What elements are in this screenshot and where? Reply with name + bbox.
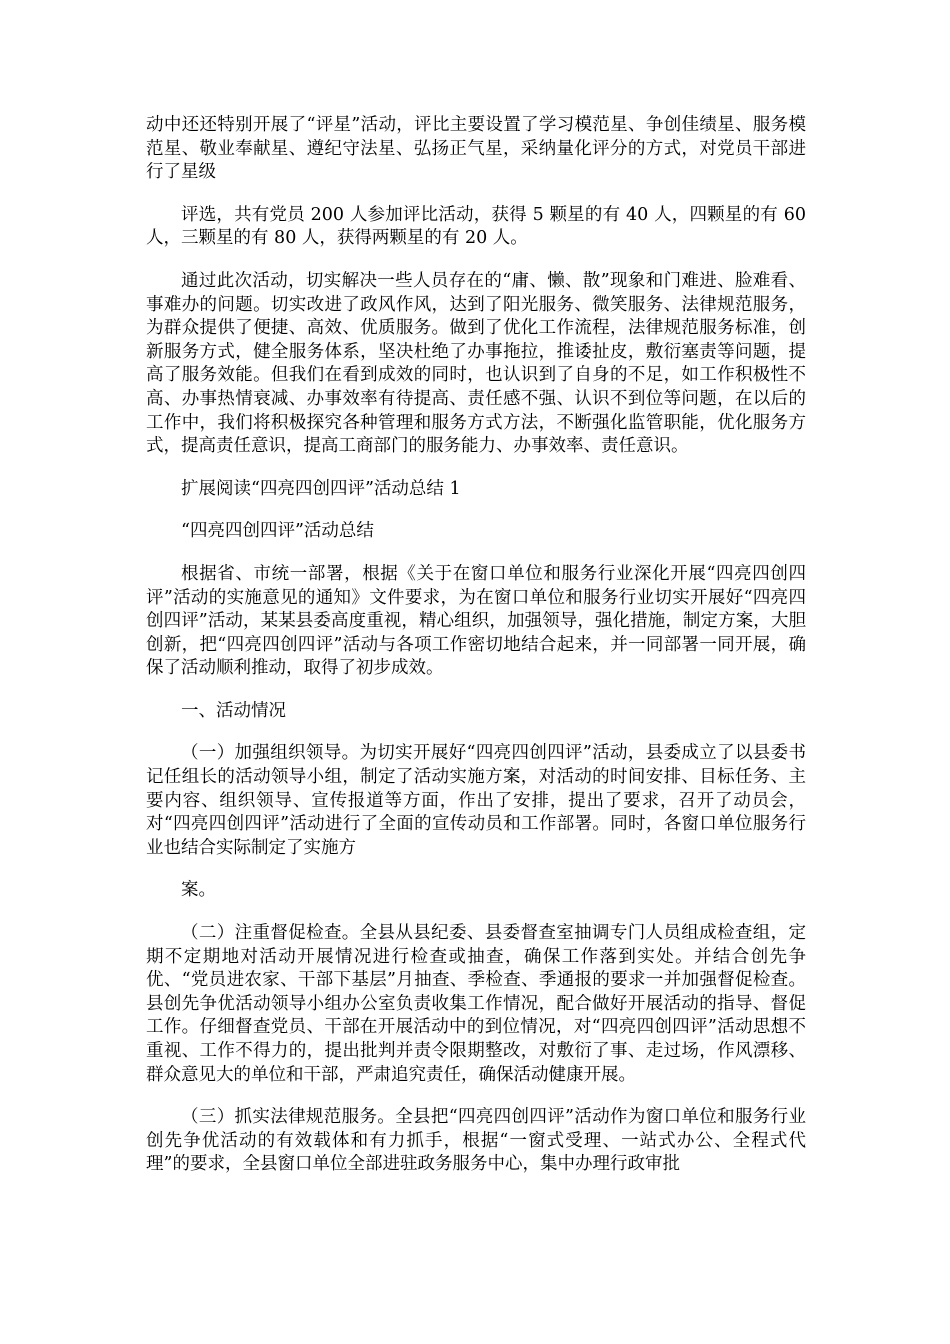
- section-heading-activity-status: 一、活动情况: [181, 700, 286, 721]
- paragraph-star-rating-activity: 动中还还特别开展了“评星”活动，评比主要设置了学习模范星、争创佳绩星、服务模范星、敬业奉献星、遵纪守法星、弘扬正气星，采纳量化评分的方式，对党员干部进行了星级: [146, 115, 806, 183]
- document-body: [146, 114, 806, 1196]
- paragraph-continuation: 案。: [181, 880, 216, 901]
- paragraph-activity-effects: 通过此次活动，切实解决一些人员存在的“庸、懒、散”现象和门难进、脸难看、事难办的问题。切实改进了政风作风，达到了阳光服务、微笑服务、法律规范服务，为群众提供了便捷、高效、优质服务。做到了优化工作流程，法律规范服务标准，创新服务方式，健全服务体系，坚决杜绝了办事拖拉，推诿扯皮，敷衍塞责等问题，提高了服务效能。但我们在看到成效的同时，也认识到了自身的不足，如工作积极性不高、办事热情衰减、办事效率有待提高、责任感不强、认识不到位等问题，在以后的工作中，我们将积极探究各种管理和服务方式方法，不断强化监管职能，优化服务方式，提高责任意识，提高工商部门的服务能力、办事效率、责任意识。: [146, 270, 806, 457]
- paragraph-background: 根据省、市统一部署，根据《关于在窗口单位和服务行业深化开展“四亮四创四评”活动的实施意见的通知》文件要求，为在窗口单位和服务行业切实开展好“四亮四创四评”活动，某某县委高度重视，精心组织，加强领导，强化措施，制定方案，大胆创新，把“四亮四创四评”活动与各项工作密切地结合起来，并一同部署一同开展，确保了活动顺利推动，取得了初步成效。: [146, 563, 806, 679]
- paragraph-organization-leadership: （一）加强组织领导。为切实开展好“四亮四创四评”活动，县委成立了以县委书记任组长的活动领导小组，制定了活动实施方案，对活动的时间安排、目标任务、主要内容、组织领导、宣传报道等方面，作出了安排，提出了要求，召开了动员会，对“四亮四创四评”活动进行了全面的宣传动员和工作部署。同时，各窗口单位服务行业也结合实际制定了实施方: [146, 743, 806, 858]
- paragraph-rating-results: 评选，共有党员 200 人参加评比活动，获得 5 颗星的有 40 人，四颗星的有 60 人，三颗星的有 80 人，获得两颗星的有 20 人。: [146, 204, 806, 249]
- extended-reading-heading: 扩展阅读“四亮四创四评”活动总结 1: [181, 478, 461, 499]
- summary-title: “四亮四创四评”活动总结: [181, 521, 374, 542]
- paragraph-legal-service: （三）抓实法律规范服务。全县把“四亮四创四评”活动作为窗口单位和服务行业创先争优活动的有效载体和有力抓手，根据“一窗式受理、一站式办公、全程式代理”的要求，全县窗口单位全部进驻政务服务中心，集中办理行政审批: [146, 1107, 806, 1175]
- paragraph-supervision-inspection: （二）注重督促检查。全县从县纪委、县委督查室抽调专门人员组成检查组，定期不定期地对活动开展情况进行检查或抽查，确保工作落到实处。并结合创先争优、“党员进农家、干部下基层”月抽查、季检查、季通报的要求一并加强督促检查。县创先争优活动领导小组办公室负责收集工作情况，配合做好开展活动的指导、督促工作。仔细督查党员、干部在开展活动中的到位情况，对“四亮四创四评”活动思想不重视、工作不得力的，提出批判并责令限期整改，对敷衍了事、走过场，作风漂移、群众意见大的单位和干部，严肃追究责任，确保活动健康开展。: [146, 923, 806, 1085]
